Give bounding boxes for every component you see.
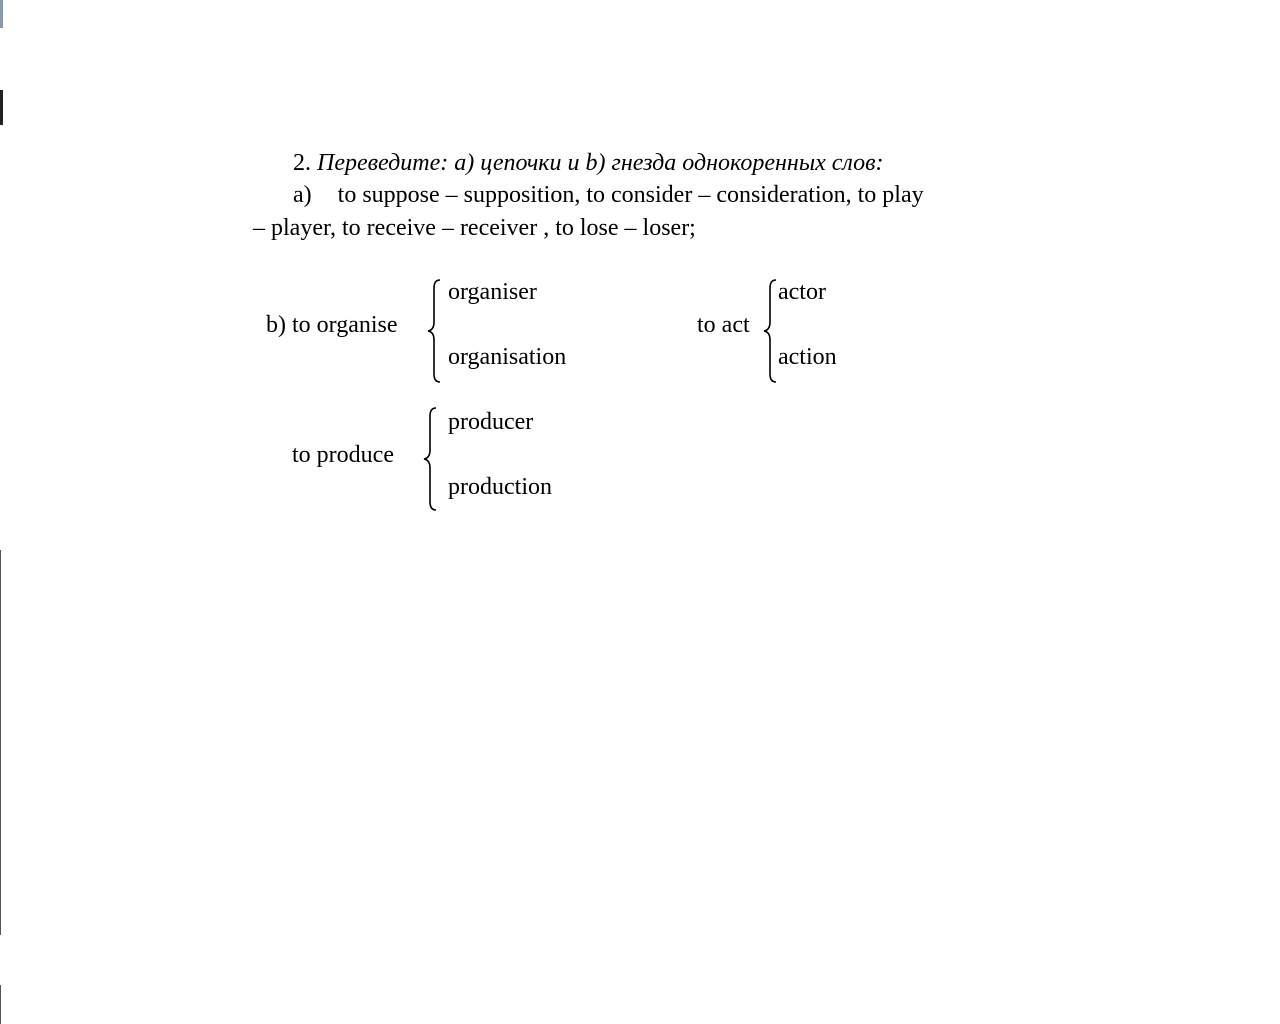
derivative-action: action <box>778 344 837 370</box>
part-a-text-line-2: – player, to receive – receiver , to lose – loser; <box>253 215 696 241</box>
part-a-label: a) <box>293 182 312 208</box>
part-b-label: b) to organise <box>266 312 398 338</box>
root-to-act: to act <box>697 312 750 338</box>
part-a-text-line-1: to suppose – supposition, to consider – consideration, to play <box>337 182 924 208</box>
derivative-producer: producer <box>448 409 534 435</box>
derivative-actor: actor <box>778 279 826 305</box>
derivative-organiser: organiser <box>448 279 537 305</box>
brace-organise <box>424 278 444 384</box>
brace-act <box>760 278 780 384</box>
part-a-line-1 <box>293 181 924 209</box>
exercise-number: 2. <box>293 150 311 176</box>
exercise-instruction: Переведите: а) цепочки и b) гнезда однокоренных слов: <box>317 150 884 176</box>
exercise-heading <box>293 149 884 177</box>
derivative-production: production <box>448 474 552 500</box>
left-edge-mark-top <box>0 0 3 28</box>
root-to-produce: to produce <box>292 442 394 468</box>
left-edge-mark <box>0 90 3 125</box>
left-edge-line-bottom <box>0 985 1 1024</box>
brace-produce <box>420 406 440 512</box>
derivative-organisation: organisation <box>448 344 567 370</box>
left-edge-line <box>0 550 1 935</box>
